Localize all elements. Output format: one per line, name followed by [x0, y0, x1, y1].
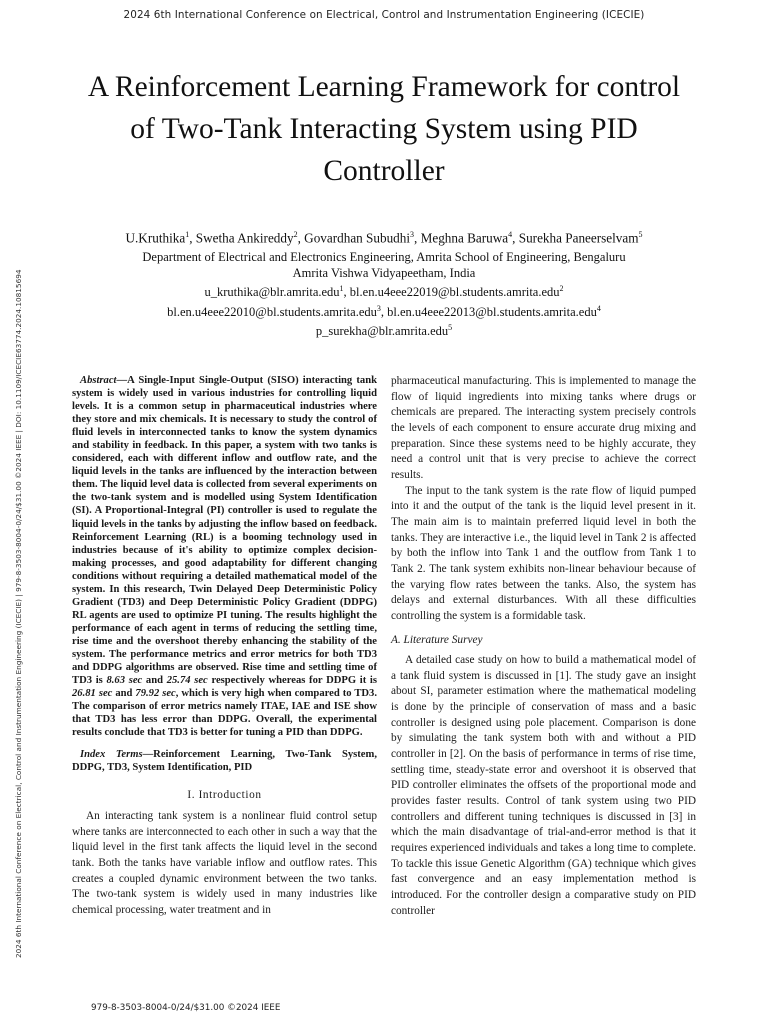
abstract-emphasis: sec: [98, 688, 113, 700]
author-name: Govardhan Subudhi: [304, 230, 411, 246]
author-sup: 4: [508, 230, 513, 239]
author-sup: 1: [185, 230, 190, 239]
email-sup: 3: [376, 303, 381, 313]
author-sup: 2: [293, 230, 298, 239]
body-paragraph: The input to the tank system is the rate flow of liquid pumped into it and the output of the tank is the liquid level present in it. The main aim is to maintain preferred liquid level in both the tanks. They are interactive i.e., the liquid level in Tank 2 is affected by both the inflow into Tank 1 and the outflow from Tank 1 to Tank 2. The tank system exhibits non-linear behaviour because of the varying flow rates between the tanks. Also, the system has delays and external disturbances. With all these difficulties controlling the system is a formidable task.: [391, 484, 696, 622]
abstract-body: A Single-Input Single-Output (SISO) interacting tank system is widely used in various industries for controlling liquid levels. It is a common setup in pharmaceutical industries where they store and mix chemicals. It is necessary to study the control of fluid levels in interconnected tanks to know the system dynamics and stability in feedback. In this paper, a system with two tanks is considered, each with different inflow and outflow rate, and the liquid levels in the tanks are influenced by the interaction between them. The liquid level data is collected from several experiments on the two-tank system and is modelled using System Identification (SI). A Proportional-Integral (PI) controller is used to regulate the liquid levels in the tanks by adjusting the inflow based on feedback. Reinforcement Learning (RL) is a booming technology used in industries because of it's ability to optimize complex decision-making processes, and good adaptability for different changing conditions without requiring a detailed mathematical model of the system. In this research, Twin Delayed Deep Deterministic Policy Gradient (TD3) and Deep Deterministic Policy Gradient (DDPG) RL agents are used to optimize PI tuning. The results highlight the performance of each agent in terms of reducing the settling time, rise time and the overshoot thereby enhancing the stability of the system. The performance metrics and error metrics for both TD3 and DDPG algorithms are observed. Rise time and settling time of TD3 is 8.63 sec and 25.74 sec respectively whereas for DDPG it is 26.81 sec and 79.92 sec, which is very high when compared to TD3. The comparison of error metrics namely ITAE, IAE and ISE show that TD3 has less error than DDPG. Overall, the experimental results conclude that TD3 is better for tuning a PID than DDPG.: [72, 375, 378, 739]
email-sup: 1: [339, 284, 344, 294]
email-sep: ,: [380, 304, 388, 319]
email-sup: 2: [559, 284, 564, 294]
abstract-emphasis: 79.92 sec: [135, 688, 176, 700]
abstract-emphasis: 26.81: [72, 688, 96, 700]
affiliation-line: Amrita Vishwa Vidyapeetham, India: [292, 266, 476, 281]
subsection-heading-literature-survey: A. Literature Survey: [391, 633, 483, 646]
email-line: [60, 301, 708, 320]
email-sep: ,: [343, 285, 350, 300]
email-address[interactable]: bl.en.u4eee22013@bl.students.amrita.edu: [387, 304, 597, 319]
section-heading-introduction: I. Introduction: [187, 789, 262, 802]
side-note: 2024 6th International Conference on Electrical, Control and Instrumentation Engineering (ICECIE) | 979-8-3503-8004-0/24/$31.00 ©2024 IEEE | DOI: 10.1109/ICECIE63774.2024.10815694: [14, 269, 23, 958]
affiliation-line: Department of Electrical and Electronics Engineering, Amrita School of Engineering, Bengaluru: [142, 250, 626, 265]
author-sup: 3: [410, 230, 415, 239]
author-name: Meghna Baruwa: [420, 230, 509, 246]
author-name: U.Kruthika: [125, 230, 186, 246]
email-address[interactable]: bl.en.u4eee22019@bl.students.amrita.edu: [349, 285, 560, 300]
index-terms-label: Index Terms: [80, 749, 143, 761]
abstract-emphasis: 25.74 sec: [166, 675, 208, 687]
author-list: [60, 226, 708, 247]
conference-header: 2024 6th International Conference on Electrical, Control and Instrumentation Engineering (ICECIE): [123, 9, 645, 21]
index-terms: Index Terms—Reinforcement Learning, Two-Tank System, DDPG, TD3, System Identification, PID: [72, 749, 377, 774]
title-line: A Reinforcement Learning Framework for control: [87, 71, 681, 103]
email-line: [60, 320, 708, 339]
right-column: [391, 374, 696, 919]
email-sup: 5: [448, 322, 453, 332]
body-paragraph: A detailed case study on how to build a mathematical model of a tank fluid system is discussed in [1]. The study gave an insight about SI, parameter estimation where the mathematical modeling is done by the principle of conservation of mass and a basic controller is designed using pole placement. Comparison is done by simulating the tank system both with and without a PID controller in [2]. On the basis of performance in terms of rise time, settling time, steady-state error and overshoot it is observed that PID controller eliminates the offsets of the proportional mode and provides faster results. Control of tank system using two PID controllers and different tuning techniques is discussed in [3] in which the main disadvantage of trial-and-error method is that it requires experienced individuals and takes a long time to complete. To tackle this issue Genetic Algorithm (GA) technique which gives fast convergence and an easy implementation method is introduced. For the controller design a comparative study on PID controller: [391, 654, 696, 917]
left-column: [72, 374, 377, 919]
body-paragraph: pharmaceutical manufacturing. This is implemented to manage the flow of liquid ingredients into mixing tanks where drugs or chemicals are prepared. The interacting system precisely controls the levels of each component to ensure accurate drug mixing and preparation. Since these systems need to be highly accurate, they need a control unit that is very precise to achieve the correct results.: [391, 375, 696, 481]
email-address[interactable]: u_kruthika@blr.amrita.edu: [204, 285, 340, 300]
abstract: Abstract—A Single-Input Single-Output (SISO) interacting tank system is widely used in various industries for controlling liquid levels. It is a common setup in pharmaceutical industries where they store and mix chemicals. It is necessary to study the control of fluid levels in interconnected tanks to know the system dynamics and stability in feedback. In this paper, a system with two tanks is considered, each with different inflow and outflow rate, and the liquid levels in the tanks are influenced by the interaction between them. The liquid level data is collected from several experiments on the two-tank system and is modelled using System Identification (SI). A Proportional-Integral (PI) controller is used to regulate the liquid levels in the tanks by adjusting the inflow based on feedback. Reinforcement Learning (RL) is a booming technology used in industries because of it's ability to optimize complex decision-making processes, and good adaptability for different changing conditions without requiring a detailed mathematical model of the system. In this research, Twin Delayed Deep Deterministic Policy Gradient (TD3) and Deep Deterministic Policy Gradient (DDPG) RL agents are used to optimize PI tuning. The results highlight the performance of each agent in terms of reducing the settling time, rise time and the overshoot thereby enhancing the stability of the system. The performance metrics and error metrics for both TD3 and DDPG algorithms are observed. Rise time and settling time of TD3 is 8.63 sec and 25.74 sec respectively whereas for DDPG it is 26.81 sec and 79.92 sec, which is very high when compared to TD3. The comparison of error metrics namely ITAE, IAE and ISE show that TD3 has less error than DDPG. Overall, the experimental results conclude that TD3 is better for tuning a PID than DDPG.: [72, 375, 378, 739]
abstract-label: Abstract: [80, 375, 117, 386]
abstract-emphasis: 8.63 sec: [106, 675, 143, 687]
authors-block: [60, 226, 708, 339]
index-terms-text: Reinforcement Learning, Two-Tank System, DDPG, TD3, System Identification, PID: [72, 749, 377, 774]
author-sep: ,: [414, 230, 421, 246]
author-sep: ,: [189, 230, 196, 246]
paper-title: [40, 66, 728, 192]
email-line: [60, 281, 708, 300]
author-sep: ,: [297, 230, 305, 246]
title-line: Controller: [323, 155, 445, 187]
email-sup: 4: [596, 303, 601, 313]
email-address[interactable]: p_surekha@blr.amrita.edu: [315, 323, 449, 338]
author-name: Swetha Ankireddy: [195, 230, 294, 246]
intro-paragraph: An interacting tank system is a nonlinear fluid control setup where tanks are interconnected to each other in such a way that the liquid level in the first tank affects the liquid level in the second tank. Both the tanks have variable inflow and outflow rates. This creates a coupled dynamic environment between the two tanks. The two-tank system is widely used in many industries like chemical processing, water treatment and in: [72, 810, 377, 916]
author-sep: ,: [512, 230, 519, 246]
author-name: Surekha Paneerselvam: [518, 230, 639, 246]
email-address[interactable]: bl.en.u4eee22010@bl.students.amrita.edu: [167, 304, 377, 319]
title-line: of Two-Tank Interacting System using PID: [130, 113, 638, 145]
footer-copyright: 979-8-3503-8004-0/24/$31.00 ©2024 IEEE: [91, 1003, 281, 1013]
author-sup: 5: [638, 230, 643, 239]
